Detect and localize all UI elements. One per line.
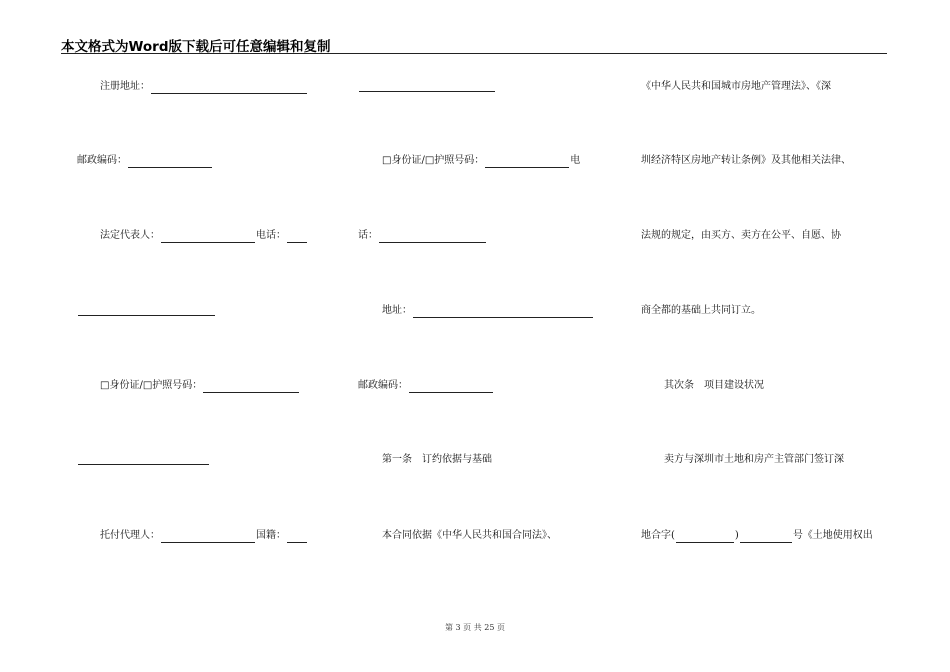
agent-blank[interactable] — [161, 531, 255, 543]
registered-address-label: 注册地址： — [100, 81, 150, 92]
continuation-blank-1[interactable] — [78, 304, 215, 316]
id-passport-label-2: □身份证/□护照号码： — [382, 155, 485, 166]
id-passport-line-2 — [382, 154, 580, 168]
land-contract-bracket-close: ) — [734, 530, 739, 541]
continuation-blank-2[interactable] — [78, 453, 209, 465]
header-divider — [61, 53, 887, 54]
continuation-blank-line-3 — [358, 80, 496, 92]
col3-line-3: 法规的规定，由买方、卖方在公平、自愿、协 — [641, 230, 841, 241]
legal-representative-blank[interactable] — [161, 231, 255, 243]
land-contract-line — [641, 529, 873, 543]
id-passport-line-1 — [100, 379, 300, 393]
postcode-blank-1[interactable] — [128, 156, 212, 168]
phone-label-part-1: 电 — [570, 155, 581, 166]
postcode-label-2: 邮政编码： — [358, 380, 408, 391]
postcode-line-1 — [77, 154, 213, 168]
id-passport-blank-1[interactable] — [203, 381, 299, 393]
phone-blank-2[interactable] — [379, 231, 486, 243]
phone-blank-1[interactable] — [287, 231, 307, 243]
nationality-label: 国籍： — [256, 530, 286, 541]
continuation-blank-line-2 — [77, 453, 210, 465]
postcode-label-1: 邮政编码： — [77, 155, 127, 166]
phone-line-2 — [358, 229, 487, 243]
article-1-text: 本合同依据《中华人民共和国合同法》、 — [382, 530, 557, 541]
registered-address-line — [100, 80, 308, 94]
id-passport-blank-2[interactable] — [485, 156, 569, 168]
postcode-line-2 — [358, 379, 494, 393]
land-contract-serial-blank[interactable] — [740, 531, 792, 543]
continuation-blank-line-1 — [77, 304, 216, 316]
land-contract-prefix: 地合字( — [641, 530, 675, 541]
continuation-blank-3[interactable] — [359, 80, 495, 92]
col3-line-4: 商全都的基础上共同订立。 — [641, 305, 761, 316]
document-header-title: 本文格式为Word版下载后可任意编辑和复制 — [61, 39, 331, 55]
article-2-title: 其次条 项目建设状况 — [664, 380, 764, 391]
col3-line-1: 《中华人民共和国城市房地产管理法》、《深 — [641, 81, 831, 92]
legal-representative-line — [100, 229, 308, 243]
id-passport-label-1: □身份证/□护照号码： — [100, 380, 203, 391]
address-blank[interactable] — [413, 306, 593, 318]
registered-address-blank[interactable] — [151, 82, 307, 94]
agent-label: 托付代理人： — [100, 530, 160, 541]
postcode-blank-2[interactable] — [409, 381, 493, 393]
legal-representative-label: 法定代表人： — [100, 230, 160, 241]
agent-line — [100, 529, 308, 543]
page-number-footer: 第 3 页 共 25 页 — [445, 623, 505, 632]
address-label: 地址： — [382, 305, 412, 316]
col3-line-6: 卖方与深圳市土地和房产主管部门签订深 — [664, 454, 844, 465]
land-contract-number-blank[interactable] — [676, 531, 734, 543]
col3-line-2: 圳经济特区房地产转让条例》及其他相关法律、 — [641, 155, 851, 166]
land-contract-suffix: 号《土地使用权出 — [792, 530, 873, 541]
phone-label-1: 电话： — [256, 230, 286, 241]
article-1-title: 第一条 订约依据与基础 — [382, 454, 492, 465]
address-line — [382, 304, 594, 318]
nationality-blank[interactable] — [287, 531, 307, 543]
phone-label-part-2: 话： — [358, 230, 378, 241]
